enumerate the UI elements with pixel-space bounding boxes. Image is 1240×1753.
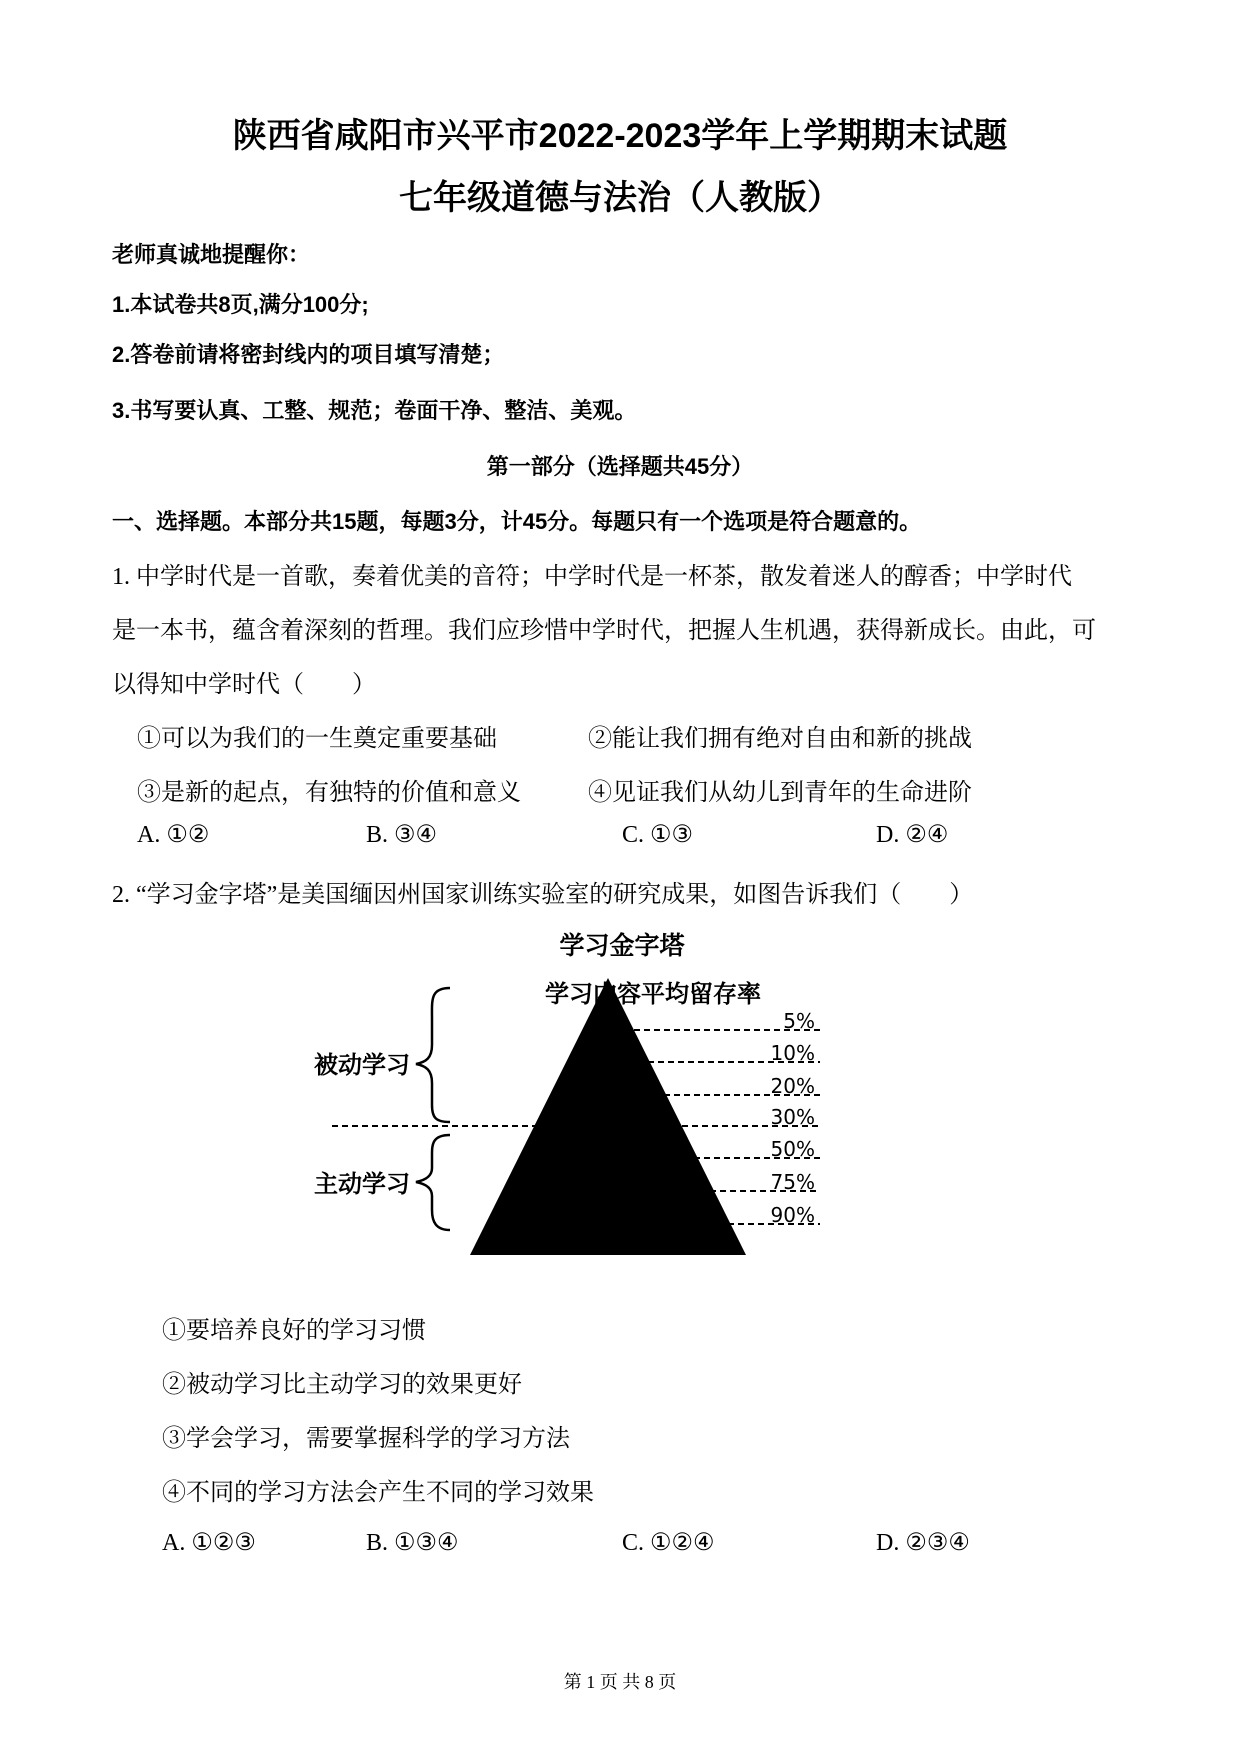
q2-option-b: B. ①③④ — [366, 1530, 459, 1556]
rate-label-75: 75% — [770, 1170, 815, 1194]
q2-statement-3: ③学会学习，需要掌握科学的学习方法 — [162, 1426, 570, 1452]
active-learning-label: 主动学习 — [314, 1170, 410, 1198]
rate-label-30: 30% — [770, 1105, 815, 1129]
q1-stem-line-3: 以得知中学时代（ ） — [112, 672, 376, 698]
q2-option-c: C. ①②④ — [622, 1530, 715, 1556]
q1-option-c: C. ①③ — [622, 822, 694, 848]
q2-statement-2: ②被动学习比主动学习的效果更好 — [162, 1372, 522, 1398]
passive-brace — [416, 988, 450, 1122]
q1-statement-3: ③是新的起点，有独特的价值和意义 — [137, 780, 521, 806]
rate-label-90: 90% — [770, 1203, 815, 1227]
rate-label-20: 20% — [770, 1074, 815, 1098]
q1-option-b: B. ③④ — [366, 822, 438, 848]
exam-title: 陕西省咸阳市兴平市2022-2023学年上学期期末试题 — [232, 117, 1008, 155]
q1-option-d: D. ②④ — [876, 822, 949, 848]
passive-learning-label: 被动学习 — [314, 1051, 410, 1079]
rate-label-10: 10% — [770, 1041, 815, 1065]
part1-instruction: 一、选择题。本部分共15题，每题3分，计45分。每题只有一个选项是符合题意的。 — [112, 509, 922, 534]
q1-option-a: A. ①② — [137, 822, 210, 848]
pyramid-shape — [470, 978, 746, 1255]
q1-stem-line-1: 1. 中学时代是一首歌，奏着优美的音符；中学时代是一杯茶，散发着迷人的醇香；中学时代 — [112, 564, 1072, 590]
part1-title: 第一部分（选择题共45分） — [486, 454, 754, 479]
page-footer: 第 1 页 共 8 页 — [563, 1672, 677, 1692]
learning-pyramid-figure — [280, 930, 940, 1260]
rate-label-50: 50% — [770, 1137, 815, 1161]
q1-statement-1: ①可以为我们的一生奠定重要基础 — [137, 726, 497, 752]
retention-rate-label: 学习内容平均留存率 — [545, 980, 761, 1008]
notice-item-3: 3.书写要认真、工整、规范；卷面干净、整洁、美观。 — [112, 398, 637, 423]
q2-option-a: A. ①②③ — [162, 1530, 256, 1556]
notice-item-1: 1.本试卷共8页,满分100分; — [112, 292, 369, 317]
q1-statement-2: ②能让我们拥有绝对自由和新的挑战 — [588, 726, 972, 752]
rate-label-5: 5% — [783, 1009, 815, 1033]
pyramid-title: 学习金字塔 — [559, 931, 685, 960]
q2-option-d: D. ②③④ — [876, 1530, 970, 1556]
q2-stem: 2. “学习金字塔”是美国缅因州国家训练实验室的研究成果，如图告诉我们（ ） — [112, 882, 974, 908]
active-brace — [416, 1135, 450, 1230]
q2-statement-4: ④不同的学习方法会产生不同的学习效果 — [162, 1480, 594, 1506]
notice-item-2: 2.答卷前请将密封线内的项目填写清楚； — [112, 342, 505, 367]
q2-statement-1: ①要培养良好的学习习惯 — [162, 1318, 426, 1344]
exam-subtitle: 七年级道德与法治（人教版） — [399, 179, 841, 217]
q1-stem-line-2: 是一本书，蕴含着深刻的哲理。我们应珍惜中学时代，把握人生机遇，获得新成长。由此，可 — [112, 618, 1096, 644]
notice-heading: 老师真诚地提醒你： — [112, 242, 311, 267]
q1-statement-4: ④见证我们从幼儿到青年的生命进阶 — [588, 780, 972, 806]
